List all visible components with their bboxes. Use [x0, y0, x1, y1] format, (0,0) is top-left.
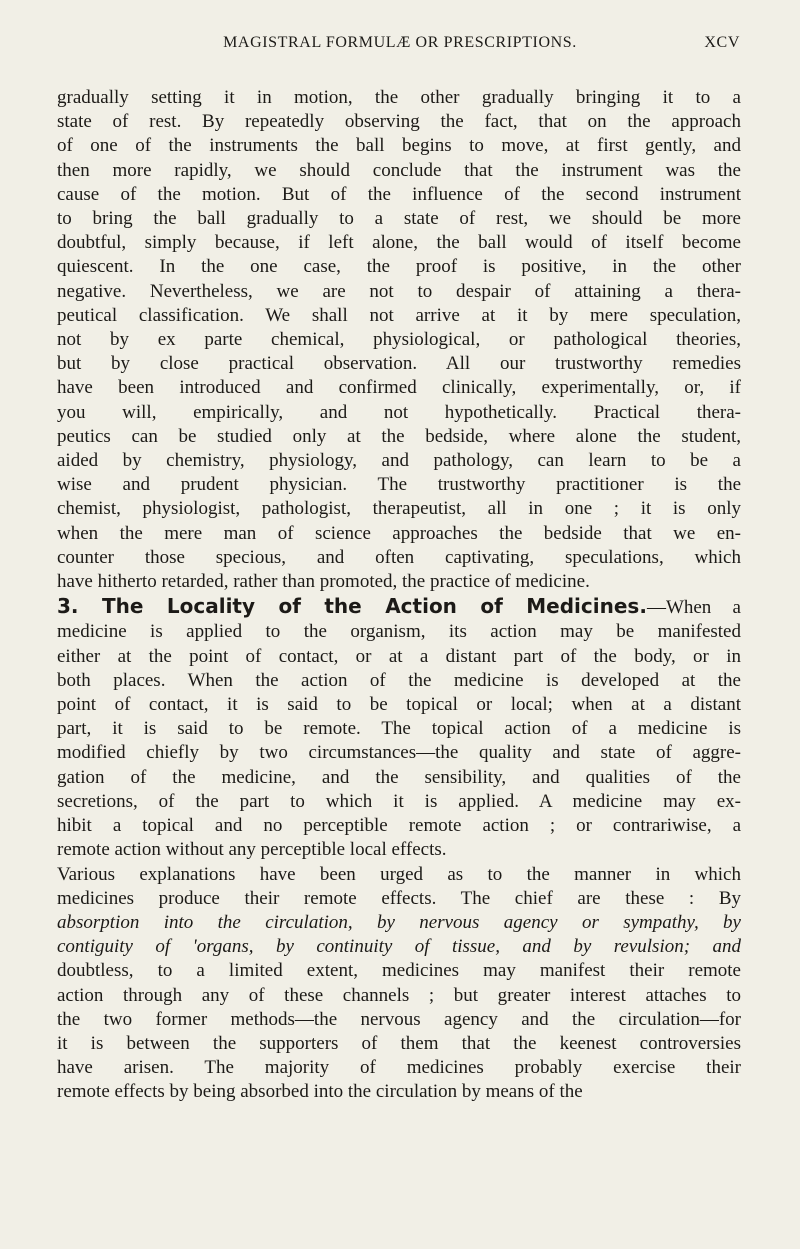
text-line: to bring the ball gradually to a state of rest, we should be more [57, 208, 741, 230]
text-line: doubtful, simply because, if left alone, the ball would of itself become [57, 232, 741, 254]
text-line: medicine is applied to the organism, its action may be manifested [57, 621, 741, 643]
text-line: secretions, of the part to which it is applied. A medicine may ex- [57, 790, 741, 812]
section-heading-tail: —When a [646, 597, 741, 619]
text-line: wise and prudent physician. The trustworthy practitioner is the [57, 474, 741, 496]
section-heading: 3. The Locality of the Action of Medicines. [57, 594, 647, 619]
text-line: aided by chemistry, physiology, and pathology, can learn to be a [57, 450, 741, 472]
text-line: gradually setting it in motion, the other gradually bringing it to a [57, 87, 741, 108]
text-line: remote effects by being absorbed into the circulation by means of the [57, 1081, 583, 1103]
running-title: MAGISTRAL FORMULÆ OR PRESCRIPTIONS. [223, 34, 577, 51]
text-line: modified chiefly by two circumstances—the quality and state of aggre- [57, 742, 741, 764]
text-line: counter those specious, and often captivating, speculations, which [57, 546, 741, 568]
text-line: then more rapidly, we should conclude that the instrument was the [57, 159, 741, 181]
text-line: action through any of these channels ; but greater interest attaches to [57, 984, 741, 1006]
text-line: but by close practical observation. All our trustworthy remedies [57, 353, 741, 375]
text-line: gation of the medicine, and the sensibility, and qualities of the [57, 766, 741, 788]
text-line: point of contact, it is said to be topical or local; when at a distant [57, 694, 741, 716]
text-line: cause of the motion. But of the influence of the second instrument [57, 183, 741, 205]
text-line: state of rest. By repeatedly observing the fact, that on the approach [57, 111, 741, 133]
page-header [60, 34, 740, 56]
section-heading-line [57, 594, 741, 620]
text-line: have been introduced and confirmed clinically, experimentally, or, if [57, 377, 741, 399]
text-line: doubtless, to a limited extent, medicines may manifest their remote [57, 960, 741, 982]
text-line: have hitherto retarded, rather than promoted, the practice of medicine. [57, 571, 590, 593]
text-line: it is between the supporters of them that the keenest controversies [57, 1032, 741, 1054]
text-line: either at the point of contact, or at a distant part of the body, or in [57, 645, 741, 667]
text-line: remote action without any perceptible local effects. [57, 839, 447, 861]
text-line: contiguity of 'organs, by continuity of tissue, and by revulsion; and [57, 936, 741, 958]
text-line: quiescent. In the one case, the proof is positive, in the other [57, 256, 741, 278]
text-line: Various explanations have been urged as to the manner in which [57, 863, 741, 885]
page-number: XCV [704, 34, 740, 51]
text-line: not by ex parte chemical, physiological, or pathological theories, [57, 329, 741, 351]
text-line: peutics can be studied only at the bedside, where alone the student, [57, 425, 741, 447]
text-line: hibit a topical and no perceptible remote action ; or contrariwise, a [57, 815, 741, 837]
text-line: when the mere man of science approaches the bedside that we en- [57, 522, 741, 544]
text-line: of one of the instruments the ball begins to move, at first gently, and [57, 135, 741, 157]
body-text [57, 86, 741, 1105]
text-line: peutical classification. We shall not arrive at it by mere speculation, [57, 304, 741, 326]
text-line: you will, empirically, and not hypothetically. Practical thera- [57, 401, 741, 423]
text-line: both places. When the action of the medicine is developed at the [57, 669, 741, 691]
text-line: part, it is said to be remote. The topical action of a medicine is [57, 718, 741, 740]
text-line: medicines produce their remote effects. The chief are these : By [57, 887, 741, 909]
text-line: absorption into the circulation, by nervous agency or sympathy, by [57, 911, 741, 933]
text-line: negative. Nevertheless, we are not to despair of attaining a thera- [57, 280, 741, 302]
text-line: the two former methods—the nervous agency and the circulation—for [57, 1008, 741, 1030]
text-line: have arisen. The majority of medicines probably exercise their [57, 1057, 741, 1079]
text-line: chemist, physiologist, pathologist, therapeutist, all in one ; it is only [57, 498, 741, 520]
